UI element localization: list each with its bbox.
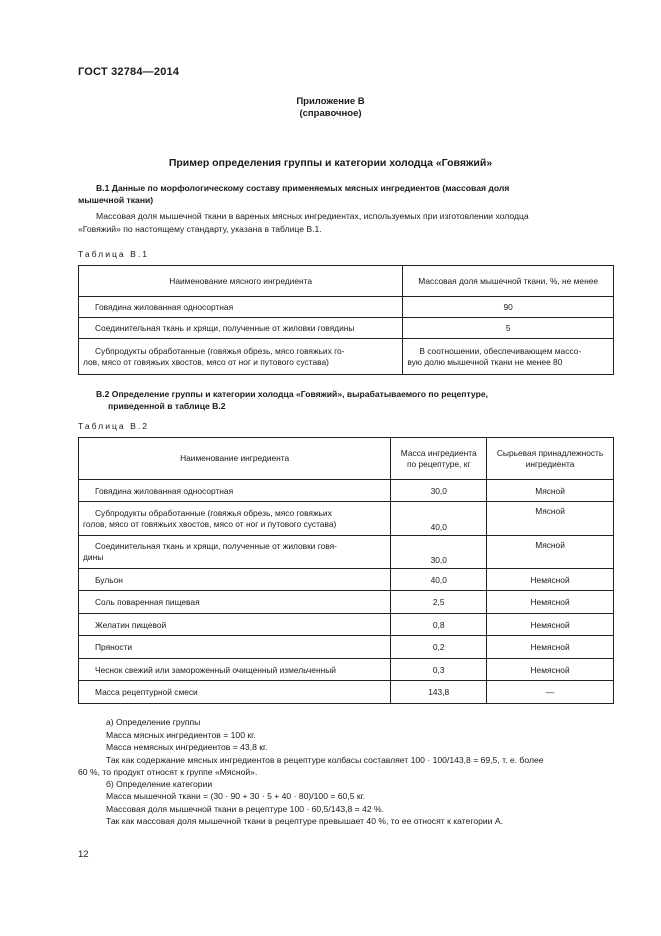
ingredient-mass: 0,2 — [391, 636, 487, 659]
ingredient-name-line2: дины — [83, 552, 104, 562]
table-row — [79, 569, 614, 591]
ingredient-name — [79, 502, 391, 536]
ingredient-type: Немясной — [487, 569, 614, 591]
muscle-share: 5 — [403, 318, 614, 339]
table-row — [79, 681, 614, 704]
ingredient-type: — — [487, 681, 614, 704]
ingredient-mass: 30,0 — [391, 480, 487, 502]
ingredient-name: Масса рецептурной смеси — [79, 681, 391, 704]
annex-title: Приложение В — [296, 96, 365, 107]
table-header-row — [79, 438, 614, 480]
ingredient-type: Мясной — [487, 536, 614, 569]
ingredient-name: Говядина жилованная односортная — [79, 297, 403, 318]
header-type-line1: Сырьевая принадлежность — [496, 448, 604, 458]
ingredient-name-line1: Субпродукты обработанные (говяжья обрезь, мясо говяжьих го- — [95, 345, 345, 356]
table-row — [79, 591, 614, 614]
column-header: Наименование мясного ингредиента — [79, 266, 403, 297]
ingredient-name: Соединительная ткань и хрящи, полученные от жиловки говядины — [79, 318, 403, 339]
ingredient-type: Немясной — [487, 659, 614, 681]
ingredient-name-line1: Субпродукты обработанные (говяжья обрезь, мясо говяжьих — [95, 507, 332, 518]
ingredient-type: Немясной — [487, 614, 614, 636]
section-b2-title-line2: приведенной в таблице В.2 — [108, 401, 226, 411]
table-row — [79, 339, 614, 375]
annex-heading: Пример определения группы и категории холодца «Говяжий» — [168, 157, 493, 169]
calc-a-line2: Масса немясных ингредиентов = 43,8 кг. — [106, 742, 268, 752]
ingredient-mass: 2,5 — [391, 591, 487, 614]
table-b2 — [78, 437, 614, 704]
ingredient-name — [79, 536, 391, 569]
ingredient-name: Желатин пищевой — [79, 614, 391, 636]
ingredient-type: Мясной — [487, 480, 614, 502]
table1-label: Таблица В.1 — [78, 249, 149, 259]
column-header: Наименование ингредиента — [79, 438, 391, 480]
ingredient-mass: 143,8 — [391, 681, 487, 704]
header-mass-line1: Масса ингредиента — [400, 448, 477, 458]
table-header-row — [79, 266, 614, 297]
table-row — [79, 318, 614, 339]
ingredient-name-line2: лов, мясо от говяжьих хвостов, мясо от ног и путового сустава) — [83, 356, 329, 367]
muscle-share: 90 — [403, 297, 614, 318]
calc-a-title: а) Определение группы — [106, 717, 201, 727]
column-header: Массовая доля мышечной ткани, %, не менее — [403, 266, 614, 297]
table-row — [79, 480, 614, 502]
muscle-share — [403, 339, 614, 375]
ingredient-name-line2: голов, мясо от говяжьих хвостов, мясо от ног и путового сустава) — [83, 518, 337, 529]
table-row — [79, 614, 614, 636]
ingredient-type: Немясной — [487, 591, 614, 614]
section-b1-title-line2: мышечной ткани) — [78, 195, 154, 205]
ingredient-name: Соль поваренная пищевая — [79, 591, 391, 614]
ingredient-name: Чеснок свежий или замороженный очищенный измельченный — [79, 659, 391, 681]
table-row — [79, 636, 614, 659]
table-row — [79, 536, 614, 569]
header-mass-line2: по рецептуре, кг — [406, 458, 471, 469]
calc-a-line4: 60 %, то продукт относят к группе «Мясной». — [78, 767, 258, 777]
ingredient-name: Говядина жилованная односортная — [79, 480, 391, 502]
calc-a-line1: Масса мясных ингредиентов = 100 кг. — [106, 730, 256, 740]
table-row — [79, 659, 614, 681]
column-header — [391, 438, 487, 480]
ingredient-mass: 30,0 — [391, 536, 487, 569]
calc-b-line3: Так как массовая доля мышечной ткани в рецептуре превышает 40 %, то ее относят к категории А. — [106, 816, 503, 826]
calc-a-line3: Так как содержание мясных ингредиентов в рецептуре колбасы составляет 100 · 100/143,8 = 69,5, т. е. более — [106, 755, 544, 765]
table2-label: Таблица В.2 — [78, 421, 149, 431]
calc-b-line2: Массовая доля мышечной ткани в рецептуре 100 · 60,5/143,8 = 42 %. — [106, 804, 385, 814]
section-b1-text-line1: Массовая доля мышечной ткани в вареных мясных ингредиентах, используемых при изготовлении холодца — [96, 211, 529, 221]
header-type-line2: ингредиента — [525, 458, 575, 469]
muscle-share-line2: вую долю мышечной ткани не менее 80 — [407, 356, 563, 367]
ingredient-name: Бульон — [79, 569, 391, 591]
ingredient-type: Немясной — [487, 636, 614, 659]
table-b1 — [78, 265, 614, 375]
ingredient-mass: 40,0 — [391, 569, 487, 591]
ingredient-name — [79, 339, 403, 375]
table-row — [79, 502, 614, 536]
ingredient-mass: 0,3 — [391, 659, 487, 681]
annex-subtitle: (справочное) — [299, 108, 362, 119]
ingredient-mass: 40,0 — [391, 502, 487, 536]
section-b1-title-line1: В.1 Данные по морфологическому составу применяемых мясных ингредиентов (массовая доля — [96, 183, 510, 193]
ingredient-name: Пряности — [79, 636, 391, 659]
section-b1-text-line2: «Говяжий» по настоящему стандарту, указана в таблице В.1. — [78, 224, 322, 234]
ingredient-name-line1: Соединительная ткань и хрящи, полученные от жиловки говя- — [95, 541, 337, 551]
page-number: 12 — [78, 849, 89, 860]
muscle-share-line1: В соотношении, обеспечивающем массо- — [419, 345, 582, 356]
standard-number: ГОСТ 32784—2014 — [78, 66, 180, 78]
section-b2-title-line1: В.2 Определение группы и категории холодца «Говяжий», вырабатываемого по рецептуре, — [96, 389, 489, 399]
calc-b-line1: Масса мышечной ткани = (30 · 90 + 30 · 5 + 40 · 80)/100 = 60,5 кг. — [106, 791, 366, 801]
table-row — [79, 297, 614, 318]
ingredient-mass: 0,8 — [391, 614, 487, 636]
ingredient-type: Мясной — [487, 502, 614, 536]
column-header — [487, 438, 614, 480]
calc-b-title: б) Определение категории — [106, 779, 213, 789]
